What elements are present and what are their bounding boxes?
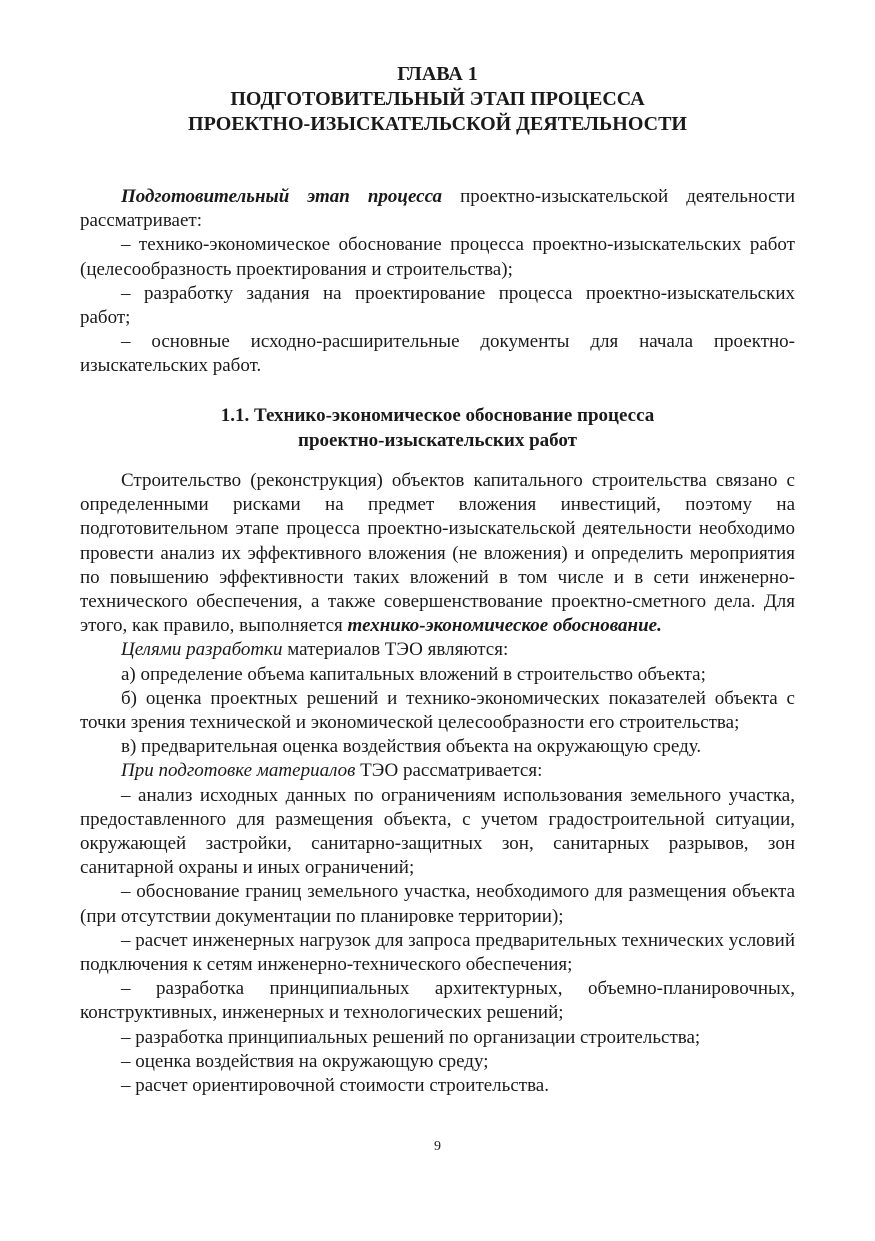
section-title-line-2: проектно-изыскательских работ [298,430,577,451]
prep-lead [80,759,795,783]
section-heading [80,403,795,453]
goal-item: б) оценка проектных решений и технико-экономических показателей объекта с точки зрения технической и экономической целесообразности его строительства; [80,687,795,734]
page-number: 9 [434,1139,441,1154]
goal-item: а) определение объема капитальных вложений в строительство объекта; [121,663,706,685]
intro-lead-bold: Подготовительный этап процесса [121,186,443,207]
prep-item: – расчет инженерных нагрузок для запроса предварительных технических условий подключения к сетям инженерно-технического обеспечения; [80,929,795,976]
intro-item: – основные исходно-расширительные документы для начала проектно-изыскательских работ. [80,331,795,377]
prep-item: – расчет ориентировочной стоимости строительства. [121,1075,549,1097]
intro-item: – разработку задания на проектирование процесса проектно-изыскательских работ; [80,282,795,329]
goals-lead [80,638,795,662]
prep-item: – разработка принципиальных решений по организации строительства; [121,1026,701,1048]
intro-item: – технико-экономическое обоснование процесса проектно-изыскательских работ (целесообразность проектирования и строительства); [80,234,795,280]
intro-block [80,185,795,379]
body-block [80,469,795,1098]
chapter-title-line-1: ПОДГОТОВИТЕЛЬНЫЙ ЭТАП ПРОЦЕССА [230,88,645,110]
prep-item: – разработка принципиальных архитектурных, объемно-планировочных, конструктивных, инженерных и технологических решений; [80,978,795,1024]
chapter-number: ГЛАВА 1 [397,63,478,85]
prep-lead-italic: При подготовке материалов [121,760,356,782]
body-paragraph-1 [80,469,795,638]
goals-lead-text: материалов ТЭО являются: [282,639,509,661]
goals-lead-italic: Целями разработки [121,639,283,661]
body-paragraph-1-bold: технико-экономическое обоснование. [347,615,662,637]
goal-item: в) предварительная оценка воздействия объекта на окружающую среду. [121,736,702,758]
intro-lead-paragraph [80,185,795,233]
section-title-line-1: 1.1. Технико-экономическое обоснование процесса [220,405,655,426]
chapter-heading [80,62,795,137]
intro-lead-text: проектно-изыскательской деятельности рассматривает: [80,186,795,232]
body-paragraph-1-text: Строительство (реконструкция) объектов капитального строительства связано с определенными рисками на предмет вложения инвестиций, поэтому на подготовительном этапе процесса проектно-изыскательской деятельности необходимо провести анализ их эффективного вложения (не вложения) и определить мероприятия по повышению эффективности таких вложений в том числе и в сети инженерно-технического обеспечения, а также совершенствование проектно-сметного дела. Для этого, как правило, выполняется [80,470,795,637]
prep-item: – оценка воздействия на окружающую среду; [121,1050,489,1072]
chapter-title-line-2: ПРОЕКТНО-ИЗЫСКАТЕЛЬСКОЙ ДЕЯТЕЛЬНОСТИ [188,113,687,135]
prep-item: – обоснование границ земельного участка, необходимого для размещения объекта (при отсутствии документации по планировке территории); [80,881,795,927]
prep-item: – анализ исходных данных по ограничениям использования земельного участка, предоставленного для размещения объекта, с учетом градостроительной ситуации, окружающей застройки, санитарно-защитных зон, санитарных разрывов, зон санитарной охраны и иных ограничений; [80,784,795,879]
prep-lead-text: ТЭО рассматривается: [355,760,543,782]
